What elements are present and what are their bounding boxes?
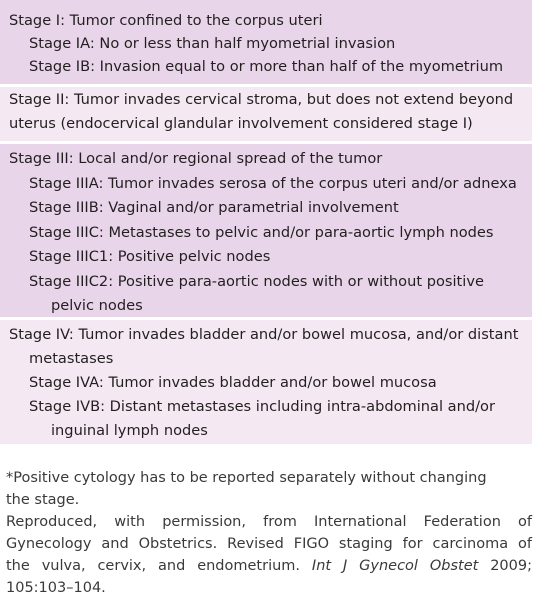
stage-3c-text: Stage IIIC: Metastases to pelvic and/or para-aortic lymph nodes	[29, 223, 494, 241]
stage-3-row	[0, 144, 532, 320]
journal-name: Int J Gynecol Obstet	[311, 558, 479, 574]
footnote-line-1: *Positive cytology has to be reported separately without changing	[6, 470, 487, 486]
stage-1-row	[0, 0, 532, 87]
credit-line-1: Reproduced, with permission, from International Federation of	[6, 514, 532, 530]
credit-line-4: 105:103–104.	[6, 580, 106, 596]
stage-3b-text: Stage IIIB: Vaginal and/or parametrial involvement	[29, 199, 399, 216]
stage-4-row	[0, 320, 532, 447]
stage-1a-text: Stage IA: No or less than half myometrial invasion	[29, 35, 396, 52]
stage-3c2-continuation: pelvic nodes	[51, 297, 143, 314]
credit-line-3-text: the vulva, cervix, and endometrium.	[6, 558, 312, 574]
stage-2-row	[0, 87, 532, 144]
credit-line-3	[6, 555, 532, 577]
stage-4a-text: Stage IVA: Tumor invades bladder and/or bowel mucosa	[29, 374, 437, 391]
credit-line-2: Gynecology and Obstetrics. Revised FIGO staging for carcinoma of	[6, 536, 532, 552]
stage-1b-text: Stage IB: Invasion equal to or more than half of the myometrium	[29, 58, 504, 75]
stage-3-title: Stage III: Local and/or regional spread of the tumor	[9, 150, 383, 167]
stage-4-title: Stage IV: Tumor invades bladder and/or bowel mucosa, and/or distant	[9, 326, 519, 343]
stage-3c2-text: Stage IIIC2: Positive para-aortic nodes with or without positive	[29, 272, 484, 290]
stage-3c1-text: Stage IIIC1: Positive pelvic nodes	[29, 248, 271, 265]
footnote-line-2: the stage.	[6, 492, 80, 508]
stage-1-title: Stage I: Tumor confined to the corpus uteri	[9, 12, 323, 29]
stage-4b-text: Stage IVB: Distant metastases including intra-abdominal and/or	[29, 398, 495, 415]
stage-3a-text: Stage IIIA: Tumor invades serosa of the corpus uteri and/or adnexa	[29, 174, 517, 192]
stage-4b-continuation: inguinal lymph nodes	[51, 422, 208, 439]
credit-line-3-year: 2009;	[478, 558, 532, 574]
table-notes	[6, 467, 532, 599]
stage-4-title-continuation: metastases	[29, 350, 114, 367]
stage-2-line-2: uterus (endocervical glandular involvement considered stage I)	[9, 115, 473, 132]
stage-2-line-1: Stage II: Tumor invades cervical stroma, but does not extend beyond	[9, 91, 514, 108]
